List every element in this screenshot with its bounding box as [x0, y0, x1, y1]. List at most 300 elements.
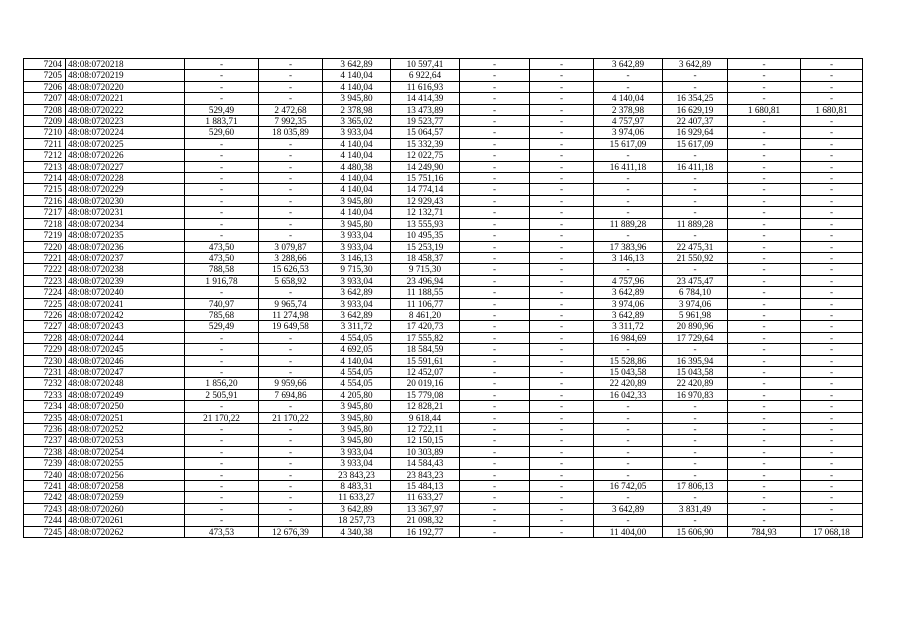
table-row [24, 241, 863, 252]
col-11-value-cell: - [728, 287, 801, 298]
col-12-value-cell: - [801, 264, 863, 275]
col-8-value-cell: - [530, 344, 594, 355]
col-9-value-cell: - [594, 435, 663, 446]
cadastral-number-cell: 48:08:0720242 [66, 309, 185, 320]
col-12-value-cell: - [801, 469, 863, 480]
col-3-value-cell: 785,68 [185, 309, 259, 320]
col-3-value-cell: 473,53 [185, 526, 259, 537]
col-4-value-cell: 19 649,58 [259, 321, 323, 332]
row-number-cell: 7232 [24, 378, 66, 389]
col-3-value-cell: 473,50 [185, 252, 259, 263]
row-number-cell: 7238 [24, 446, 66, 457]
col-9-value-cell: - [594, 412, 663, 423]
col-3-value-cell: - [185, 446, 259, 457]
col-9-value-cell: - [594, 401, 663, 412]
col-4-value-cell: 18 035,89 [259, 127, 323, 138]
cadastral-number-cell: 48:08:0720243 [66, 321, 185, 332]
col-9-value-cell: 3 311,72 [594, 321, 663, 332]
col-3-value-cell: - [185, 332, 259, 343]
row-number-cell: 7212 [24, 150, 66, 161]
col-9-value-cell: - [594, 70, 663, 81]
cadastral-number-cell: 48:08:0720224 [66, 127, 185, 138]
col-11-value-cell: - [728, 332, 801, 343]
table-row [24, 59, 863, 70]
col-11-value-cell: - [728, 401, 801, 412]
col-6-value-cell: 23 496,94 [391, 275, 460, 286]
col-4-value-cell: - [259, 184, 323, 195]
col-10-value-cell: - [663, 195, 728, 206]
col-10-value-cell: - [663, 150, 728, 161]
col-5-value-cell: 3 945,80 [323, 424, 391, 435]
col-8-value-cell: - [530, 150, 594, 161]
col-5-value-cell: 4 140,04 [323, 184, 391, 195]
col-6-value-cell: 23 843,23 [391, 469, 460, 480]
col-9-value-cell: 3 642,89 [594, 59, 663, 70]
col-11-value-cell: - [728, 503, 801, 514]
row-number-cell: 7231 [24, 366, 66, 377]
col-9-value-cell: - [594, 446, 663, 457]
col-3-value-cell: - [185, 469, 259, 480]
col-7-value-cell: - [460, 241, 530, 252]
col-6-value-cell: 15 591,61 [391, 355, 460, 366]
col-8-value-cell: - [530, 264, 594, 275]
col-10-value-cell: 6 784,10 [663, 287, 728, 298]
col-8-value-cell: - [530, 332, 594, 343]
col-12-value-cell: - [801, 321, 863, 332]
col-7-value-cell: - [460, 424, 530, 435]
row-number-cell: 7241 [24, 481, 66, 492]
cadastral-number-cell: 48:08:0720259 [66, 492, 185, 503]
table-row [24, 469, 863, 480]
col-3-value-cell: 529,60 [185, 127, 259, 138]
col-9-value-cell: - [594, 184, 663, 195]
col-5-value-cell: 4 140,04 [323, 70, 391, 81]
cadastral-number-cell: 48:08:0720256 [66, 469, 185, 480]
col-7-value-cell: - [460, 138, 530, 149]
col-10-value-cell: - [663, 70, 728, 81]
row-number-cell: 7244 [24, 515, 66, 526]
col-8-value-cell: - [530, 184, 594, 195]
col-8-value-cell: - [530, 321, 594, 332]
col-7-value-cell: - [460, 195, 530, 206]
table-row [24, 515, 863, 526]
col-10-value-cell: - [663, 412, 728, 423]
col-4-value-cell: - [259, 195, 323, 206]
col-5-value-cell: 3 933,04 [323, 446, 391, 457]
col-5-value-cell: 4 140,04 [323, 150, 391, 161]
col-12-value-cell: - [801, 127, 863, 138]
row-number-cell: 7239 [24, 458, 66, 469]
row-number-cell: 7240 [24, 469, 66, 480]
col-4-value-cell: - [259, 161, 323, 172]
col-5-value-cell: 4 554,05 [323, 378, 391, 389]
row-number-cell: 7234 [24, 401, 66, 412]
col-12-value-cell: - [801, 161, 863, 172]
col-8-value-cell: - [530, 412, 594, 423]
col-9-value-cell: 11 889,28 [594, 218, 663, 229]
col-4-value-cell: - [259, 59, 323, 70]
col-12-value-cell: - [801, 150, 863, 161]
cadastral-number-cell: 48:08:0720250 [66, 401, 185, 412]
col-11-value-cell: 784,93 [728, 526, 801, 537]
col-10-value-cell: - [663, 469, 728, 480]
table-row [24, 332, 863, 343]
col-11-value-cell: - [728, 173, 801, 184]
col-12-value-cell: - [801, 389, 863, 400]
col-8-value-cell: - [530, 298, 594, 309]
col-10-value-cell: 3 642,89 [663, 59, 728, 70]
col-5-value-cell: 3 945,80 [323, 401, 391, 412]
table-row [24, 93, 863, 104]
col-12-value-cell: - [801, 184, 863, 195]
col-5-value-cell: 3 146,13 [323, 252, 391, 263]
col-10-value-cell: - [663, 435, 728, 446]
col-7-value-cell: - [460, 93, 530, 104]
table-row [24, 321, 863, 332]
col-8-value-cell: - [530, 515, 594, 526]
col-4-value-cell: 3 288,66 [259, 252, 323, 263]
col-6-value-cell: 15 332,39 [391, 138, 460, 149]
col-7-value-cell: - [460, 81, 530, 92]
col-12-value-cell: - [801, 458, 863, 469]
cadastral-number-cell: 48:08:0720253 [66, 435, 185, 446]
col-7-value-cell: - [460, 298, 530, 309]
col-5-value-cell: 3 642,89 [323, 503, 391, 514]
col-8-value-cell: - [530, 252, 594, 263]
row-number-cell: 7221 [24, 252, 66, 263]
col-8-value-cell: - [530, 93, 594, 104]
col-3-value-cell: - [185, 355, 259, 366]
col-6-value-cell: 11 616,93 [391, 81, 460, 92]
table-row [24, 173, 863, 184]
col-3-value-cell: - [185, 161, 259, 172]
cadastral-number-cell: 48:08:0720241 [66, 298, 185, 309]
col-9-value-cell: 4 140,04 [594, 93, 663, 104]
col-5-value-cell: 4 140,04 [323, 207, 391, 218]
col-12-value-cell: - [801, 93, 863, 104]
col-9-value-cell: 3 642,89 [594, 287, 663, 298]
col-6-value-cell: 21 098,32 [391, 515, 460, 526]
col-5-value-cell: 9 715,30 [323, 264, 391, 275]
col-11-value-cell: - [728, 469, 801, 480]
col-11-value-cell: - [728, 116, 801, 127]
col-10-value-cell: - [663, 344, 728, 355]
table-row [24, 275, 863, 286]
cadastral-number-cell: 48:08:0720247 [66, 366, 185, 377]
col-6-value-cell: 14 414,39 [391, 93, 460, 104]
col-10-value-cell: - [663, 230, 728, 241]
col-6-value-cell: 12 929,43 [391, 195, 460, 206]
col-8-value-cell: - [530, 378, 594, 389]
row-number-cell: 7245 [24, 526, 66, 537]
col-3-value-cell: - [185, 287, 259, 298]
table-row [24, 252, 863, 263]
cadastral-number-cell: 48:08:0720228 [66, 173, 185, 184]
col-3-value-cell: - [185, 230, 259, 241]
col-6-value-cell: 13 367,97 [391, 503, 460, 514]
col-6-value-cell: 15 779,08 [391, 389, 460, 400]
cadastral-number-cell: 48:08:0720254 [66, 446, 185, 457]
col-3-value-cell: - [185, 458, 259, 469]
col-5-value-cell: 3 642,89 [323, 287, 391, 298]
col-3-value-cell: - [185, 59, 259, 70]
cadastral-number-cell: 48:08:0720231 [66, 207, 185, 218]
col-6-value-cell: 12 722,11 [391, 424, 460, 435]
col-11-value-cell: - [728, 344, 801, 355]
cadastral-number-cell: 48:08:0720221 [66, 93, 185, 104]
col-10-value-cell: 3 831,49 [663, 503, 728, 514]
col-10-value-cell: - [663, 492, 728, 503]
row-number-cell: 7237 [24, 435, 66, 446]
col-10-value-cell: 15 617,09 [663, 138, 728, 149]
col-6-value-cell: 17 555,82 [391, 332, 460, 343]
col-10-value-cell: 22 420,89 [663, 378, 728, 389]
col-3-value-cell: - [185, 366, 259, 377]
table-row [24, 446, 863, 457]
col-3-value-cell: 740,97 [185, 298, 259, 309]
col-10-value-cell: 3 974,06 [663, 298, 728, 309]
col-3-value-cell: - [185, 503, 259, 514]
cadastral-number-cell: 48:08:0720219 [66, 70, 185, 81]
cadastral-number-cell: 48:08:0720226 [66, 150, 185, 161]
col-9-value-cell: - [594, 230, 663, 241]
row-number-cell: 7205 [24, 70, 66, 81]
row-number-cell: 7211 [24, 138, 66, 149]
col-3-value-cell: - [185, 70, 259, 81]
col-3-value-cell: 473,50 [185, 241, 259, 252]
col-3-value-cell: 529,49 [185, 104, 259, 115]
col-12-value-cell: - [801, 309, 863, 320]
col-9-value-cell: 15 617,09 [594, 138, 663, 149]
col-5-value-cell: 3 945,80 [323, 218, 391, 229]
col-3-value-cell: - [185, 481, 259, 492]
cadastral-number-cell: 48:08:0720238 [66, 264, 185, 275]
col-12-value-cell: - [801, 355, 863, 366]
col-12-value-cell: - [801, 435, 863, 446]
col-9-value-cell: 3 974,06 [594, 127, 663, 138]
col-12-value-cell: - [801, 298, 863, 309]
table-row [24, 344, 863, 355]
col-8-value-cell: - [530, 492, 594, 503]
col-12-value-cell: - [801, 116, 863, 127]
row-number-cell: 7206 [24, 81, 66, 92]
col-5-value-cell: 4 140,04 [323, 81, 391, 92]
col-8-value-cell: - [530, 526, 594, 537]
table-row [24, 218, 863, 229]
col-9-value-cell: 4 757,97 [594, 116, 663, 127]
row-number-cell: 7220 [24, 241, 66, 252]
col-6-value-cell: 15 064,57 [391, 127, 460, 138]
col-9-value-cell: - [594, 424, 663, 435]
col-7-value-cell: - [460, 412, 530, 423]
col-4-value-cell: 9 959,66 [259, 378, 323, 389]
col-9-value-cell: - [594, 264, 663, 275]
col-4-value-cell: 5 658,92 [259, 275, 323, 286]
table-row [24, 481, 863, 492]
col-7-value-cell: - [460, 207, 530, 218]
col-4-value-cell: - [259, 366, 323, 377]
col-12-value-cell: - [801, 241, 863, 252]
col-5-value-cell: 11 633,27 [323, 492, 391, 503]
col-11-value-cell: - [728, 241, 801, 252]
col-5-value-cell: 2 378,98 [323, 104, 391, 115]
table-row [24, 435, 863, 446]
row-number-cell: 7230 [24, 355, 66, 366]
col-7-value-cell: - [460, 332, 530, 343]
col-12-value-cell: - [801, 481, 863, 492]
col-5-value-cell: 8 483,31 [323, 481, 391, 492]
col-4-value-cell: - [259, 70, 323, 81]
cadastral-number-cell: 48:08:0720222 [66, 104, 185, 115]
col-4-value-cell: - [259, 173, 323, 184]
col-3-value-cell: - [185, 515, 259, 526]
col-5-value-cell: 3 933,04 [323, 275, 391, 286]
cadastral-number-cell: 48:08:0720235 [66, 230, 185, 241]
col-6-value-cell: 20 019,16 [391, 378, 460, 389]
col-8-value-cell: - [530, 309, 594, 320]
col-12-value-cell: - [801, 332, 863, 343]
row-number-cell: 7214 [24, 173, 66, 184]
col-7-value-cell: - [460, 389, 530, 400]
col-9-value-cell: - [594, 195, 663, 206]
col-10-value-cell: 21 550,92 [663, 252, 728, 263]
col-10-value-cell: - [663, 446, 728, 457]
col-5-value-cell: 3 945,80 [323, 93, 391, 104]
col-10-value-cell: - [663, 424, 728, 435]
col-7-value-cell: - [460, 127, 530, 138]
table-row [24, 138, 863, 149]
col-10-value-cell: - [663, 458, 728, 469]
col-4-value-cell: - [259, 435, 323, 446]
col-6-value-cell: 14 584,43 [391, 458, 460, 469]
col-11-value-cell: 1 680,81 [728, 104, 801, 115]
col-4-value-cell: 12 676,39 [259, 526, 323, 537]
row-number-cell: 7235 [24, 412, 66, 423]
col-9-value-cell: - [594, 515, 663, 526]
col-3-value-cell: - [185, 173, 259, 184]
col-12-value-cell: - [801, 446, 863, 457]
table-row [24, 412, 863, 423]
col-11-value-cell: - [728, 184, 801, 195]
col-10-value-cell: 15 043,58 [663, 366, 728, 377]
col-8-value-cell: - [530, 161, 594, 172]
col-9-value-cell: 15 528,86 [594, 355, 663, 366]
col-4-value-cell: 7 694,86 [259, 389, 323, 400]
cadastral-number-cell: 48:08:0720234 [66, 218, 185, 229]
col-11-value-cell: - [728, 321, 801, 332]
col-3-value-cell: - [185, 184, 259, 195]
table-row [24, 287, 863, 298]
col-5-value-cell: 3 933,04 [323, 458, 391, 469]
table-row [24, 492, 863, 503]
col-8-value-cell: - [530, 138, 594, 149]
col-11-value-cell: - [728, 59, 801, 70]
cadastral-number-cell: 48:08:0720260 [66, 503, 185, 514]
row-number-cell: 7226 [24, 309, 66, 320]
col-5-value-cell: 3 933,04 [323, 241, 391, 252]
table-row [24, 161, 863, 172]
col-8-value-cell: - [530, 127, 594, 138]
row-number-cell: 7243 [24, 503, 66, 514]
col-6-value-cell: 18 584,59 [391, 344, 460, 355]
col-9-value-cell: 3 642,89 [594, 309, 663, 320]
col-8-value-cell: - [530, 287, 594, 298]
table-row [24, 150, 863, 161]
col-9-value-cell: - [594, 469, 663, 480]
table-row [24, 230, 863, 241]
col-9-value-cell: - [594, 207, 663, 218]
cadastral-number-cell: 48:08:0720258 [66, 481, 185, 492]
table-row [24, 526, 863, 537]
col-10-value-cell: - [663, 81, 728, 92]
col-11-value-cell: - [728, 150, 801, 161]
col-11-value-cell: - [728, 70, 801, 81]
col-3-value-cell: - [185, 150, 259, 161]
data-table [23, 58, 863, 538]
col-8-value-cell: - [530, 469, 594, 480]
col-5-value-cell: 3 311,72 [323, 321, 391, 332]
col-5-value-cell: 3 945,80 [323, 195, 391, 206]
col-8-value-cell: - [530, 458, 594, 469]
col-7-value-cell: - [460, 321, 530, 332]
col-11-value-cell: - [728, 412, 801, 423]
col-5-value-cell: 3 642,89 [323, 309, 391, 320]
col-11-value-cell: - [728, 207, 801, 218]
col-11-value-cell: - [728, 81, 801, 92]
col-7-value-cell: - [460, 526, 530, 537]
col-3-value-cell: 529,49 [185, 321, 259, 332]
col-4-value-cell: 3 079,87 [259, 241, 323, 252]
col-9-value-cell: - [594, 344, 663, 355]
col-5-value-cell: 4 692,05 [323, 344, 391, 355]
cadastral-number-cell: 48:08:0720255 [66, 458, 185, 469]
col-12-value-cell: - [801, 492, 863, 503]
col-12-value-cell: - [801, 252, 863, 263]
cadastral-number-cell: 48:08:0720262 [66, 526, 185, 537]
col-6-value-cell: 11 633,27 [391, 492, 460, 503]
table-row [24, 127, 863, 138]
col-8-value-cell: - [530, 195, 594, 206]
col-12-value-cell: - [801, 230, 863, 241]
col-10-value-cell: - [663, 184, 728, 195]
cadastral-number-cell: 48:08:0720244 [66, 332, 185, 343]
cadastral-number-cell: 48:08:0720251 [66, 412, 185, 423]
col-6-value-cell: 13 473,89 [391, 104, 460, 115]
row-number-cell: 7204 [24, 59, 66, 70]
col-5-value-cell: 3 933,04 [323, 298, 391, 309]
col-5-value-cell: 3 365,02 [323, 116, 391, 127]
col-8-value-cell: - [530, 241, 594, 252]
table-row [24, 366, 863, 377]
col-4-value-cell: 21 170,22 [259, 412, 323, 423]
col-12-value-cell: 1 680,81 [801, 104, 863, 115]
col-7-value-cell: - [460, 469, 530, 480]
col-5-value-cell: 4 205,80 [323, 389, 391, 400]
col-3-value-cell: - [185, 138, 259, 149]
col-10-value-cell: 16 395,94 [663, 355, 728, 366]
col-3-value-cell: - [185, 344, 259, 355]
table-row [24, 355, 863, 366]
table-row [24, 195, 863, 206]
cadastral-number-cell: 48:08:0720249 [66, 389, 185, 400]
col-8-value-cell: - [530, 218, 594, 229]
col-11-value-cell: - [728, 424, 801, 435]
col-11-value-cell: - [728, 435, 801, 446]
col-10-value-cell: 22 475,31 [663, 241, 728, 252]
col-3-value-cell: - [185, 435, 259, 446]
row-number-cell: 7219 [24, 230, 66, 241]
col-7-value-cell: - [460, 378, 530, 389]
